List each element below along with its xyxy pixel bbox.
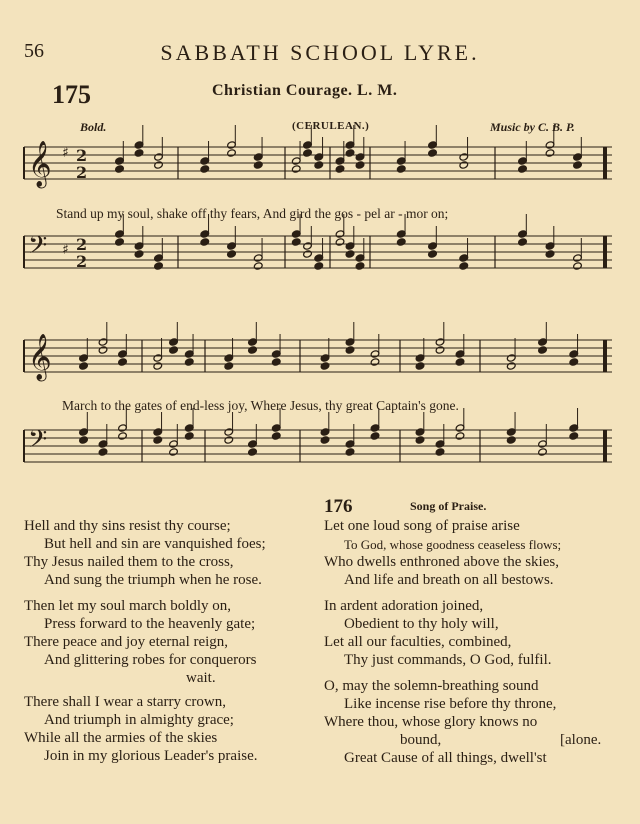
svg-text:2: 2 <box>76 163 88 182</box>
verse-line: Then let my soul march boldly on, <box>24 598 232 614</box>
verse-line: Press forward to the heavenly gate; <box>44 616 256 632</box>
verse-line: Where thou, whose glory knows no <box>324 714 538 730</box>
verse-line: Who dwells enthroned above the skies, <box>324 554 559 570</box>
hymn-175-title: Christian Courage. L. M. <box>212 82 398 99</box>
verse-line: And triumph in almighty grace; <box>44 712 234 728</box>
verse-line: Thy just commands, O God, fulfil. <box>344 652 552 668</box>
verse-line: [alone. <box>560 732 602 748</box>
composer-credit: Music by C. B. P. <box>490 120 575 134</box>
svg-text:𝄢: 𝄢 <box>28 231 48 266</box>
lyrics-line-2: March to the gates of end-less joy, Where Jesus, thy great Captain's gone. <box>62 398 459 413</box>
verse-line: And glittering robes for conquerors <box>44 652 257 668</box>
verse-line: In ardent adoration joined, <box>324 598 484 614</box>
verse-line: Obedient to thy holy will, <box>344 616 499 632</box>
verse-line: Let all our faculties, combined, <box>324 634 512 650</box>
verse-line: There shall I wear a starry crown, <box>24 694 226 710</box>
hymn-175-number: 175 <box>52 80 91 109</box>
verse-line: Join in my glorious Leader's praise. <box>44 748 258 764</box>
verse-line: And sung the triumph when he rose. <box>44 572 262 588</box>
hymn-176-number: 176 <box>324 496 353 517</box>
verse-line: Hell and thy sins resist thy course; <box>24 518 231 534</box>
svg-text:2: 2 <box>76 146 88 165</box>
verse-line: O, may the solemn-breathing sound <box>324 678 539 694</box>
svg-text:𝄞: 𝄞 <box>28 141 52 187</box>
running-title: SABBATH SCHOOL LYRE. <box>160 40 480 65</box>
bass-staff-2 <box>24 408 612 462</box>
hymn-176-title: Song of Praise. <box>410 499 487 513</box>
tune-name: (CERULEAN.) <box>292 120 370 132</box>
lyrics-line-1: Stand up my soul, shake off thy fears, And gird the gos - pel ar - mor on; <box>56 206 449 221</box>
tempo-mark: Bold. <box>80 120 107 134</box>
verse-line: But hell and sin are vanquished foes; <box>44 536 266 552</box>
svg-text:♯: ♯ <box>62 145 69 161</box>
svg-text:2: 2 <box>76 252 88 271</box>
verse-line: Great Cause of all things, dwell'st <box>344 750 547 766</box>
svg-text:𝄞: 𝄞 <box>28 334 52 380</box>
verse-line: bound, <box>400 732 442 748</box>
verse-line: To God, whose goodness ceaseless flows; <box>344 537 562 552</box>
verse-line: And life and breath on all bestows. <box>344 572 554 588</box>
svg-text:𝄢: 𝄢 <box>28 425 48 460</box>
verse-line: There peace and joy eternal reign, <box>24 634 229 650</box>
verse-line: While all the armies of the skies <box>24 730 218 746</box>
treble-staff-2 <box>24 322 612 382</box>
verse-line: Thy Jesus nailed them to the cross, <box>24 554 234 570</box>
verse-line: wait. <box>186 670 216 686</box>
verse-line: Let one loud song of praise arise <box>324 518 520 534</box>
svg-text:♯: ♯ <box>62 242 69 258</box>
verse-line: Like incense rise before thy throne, <box>344 696 557 712</box>
page-number: 56 <box>24 40 44 62</box>
svg-text:2: 2 <box>76 235 88 254</box>
